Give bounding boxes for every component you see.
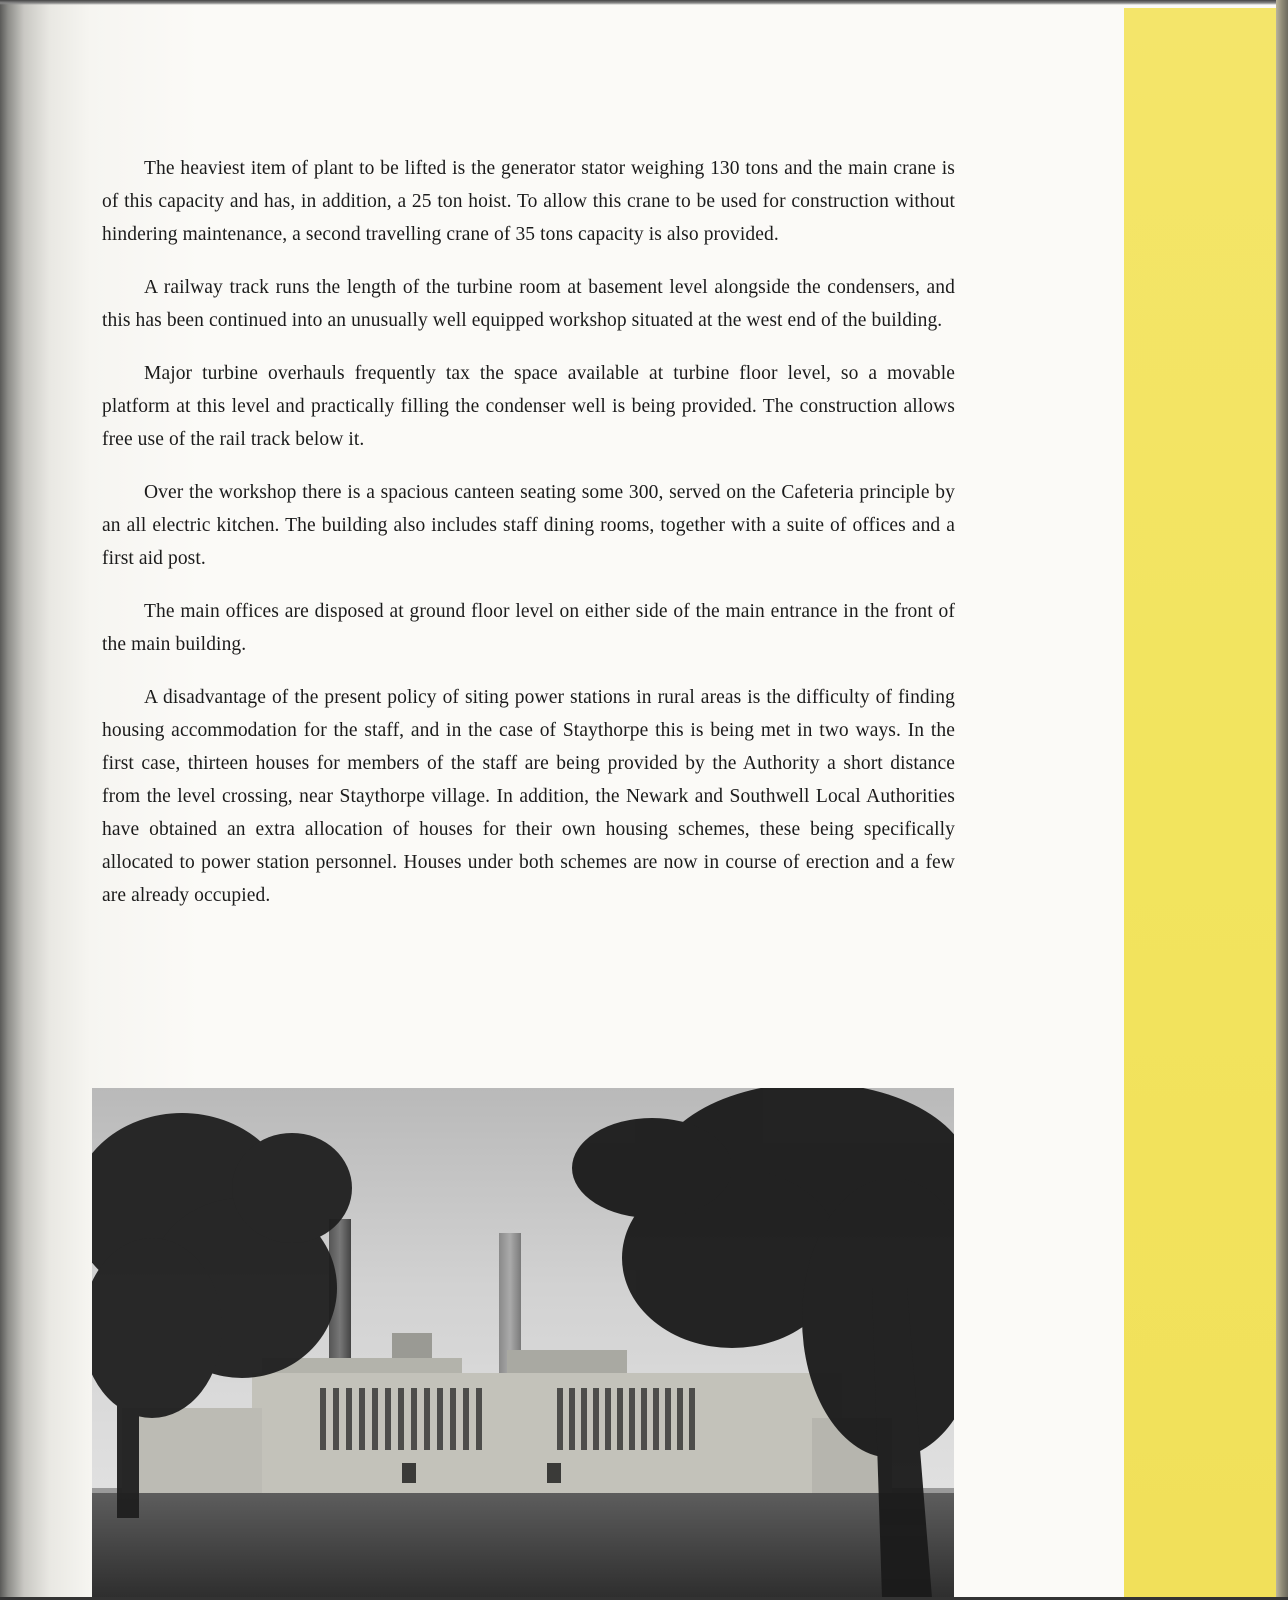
window-column	[593, 1388, 599, 1450]
window-column	[359, 1388, 365, 1450]
body-text	[102, 152, 955, 932]
window-column	[372, 1388, 378, 1450]
window-column	[411, 1388, 417, 1450]
window-column	[385, 1388, 391, 1450]
paragraph-housing: A disadvantage of the present policy of siting power stations in rural areas is the difficulty of finding housing accommodation for the staff, and in the case of Staythorpe this is being met in two ways. In the first case, thirteen houses for members of the staff are being provided by the Authority a short distance from the level crossing, near Staythorpe village. In addition, the Newark and Southwell Local Authorities have obtained an extra allocation of houses for their own housing schemes, these being specifically allocated to power station personnel. Houses under both schemes are now in course of erection and a few are already occupied.	[102, 687, 955, 906]
window-column	[629, 1388, 635, 1450]
page-top-edge	[0, 0, 1288, 5]
window-column	[641, 1388, 647, 1450]
window-column	[557, 1388, 563, 1450]
window-column	[617, 1388, 623, 1450]
window-column	[346, 1388, 352, 1450]
page-right-edge	[1276, 0, 1288, 1600]
window-column	[665, 1388, 671, 1450]
paragraph-overhauls: Major turbine overhauls frequently tax the space available at turbine floor level, so a movable platform at this level and practically filling the condenser well is being provided. The construction allows free use of the rail track below it.	[102, 363, 955, 450]
window-column	[689, 1388, 695, 1450]
window-column	[450, 1388, 456, 1450]
paragraph-canteen: Over the workshop there is a spacious canteen seating some 300, served on the Cafeteria principle by an all electric kitchen. The building also includes staff dining rooms, together with a suite of offices and a first aid post.	[102, 482, 955, 569]
window-column	[653, 1388, 659, 1450]
power-station-photo	[92, 1088, 954, 1598]
window-column	[463, 1388, 469, 1450]
window-column	[398, 1388, 404, 1450]
window-column	[581, 1388, 587, 1450]
window-column	[424, 1388, 430, 1450]
window-column	[569, 1388, 575, 1450]
yellow-accent-strip	[1124, 8, 1276, 1598]
window-column	[677, 1388, 683, 1450]
paragraph-offices: The main offices are disposed at ground floor level on either side of the main entrance in the front of the main building.	[102, 601, 955, 655]
photo-illustration	[92, 1088, 954, 1598]
window-column	[333, 1388, 339, 1450]
paragraph-cranes: The heaviest item of plant to be lifted is the generator stator weighing 130 tons and the main crane is of this capacity and has, in addition, a 25 ton hoist. To allow this crane to be used for construction without hindering maintenance, a second travelling crane of 35 tons capacity is also provided.	[102, 158, 955, 245]
window-column	[320, 1388, 326, 1450]
window-column	[437, 1388, 443, 1450]
window-column	[605, 1388, 611, 1450]
paragraph-railway: A railway track runs the length of the turbine room at basement level alongside the condensers, and this has been continued into an unusually well equipped workshop situated at the west end of the building.	[102, 277, 955, 331]
window-column	[476, 1388, 482, 1450]
grass-field	[92, 1493, 954, 1598]
